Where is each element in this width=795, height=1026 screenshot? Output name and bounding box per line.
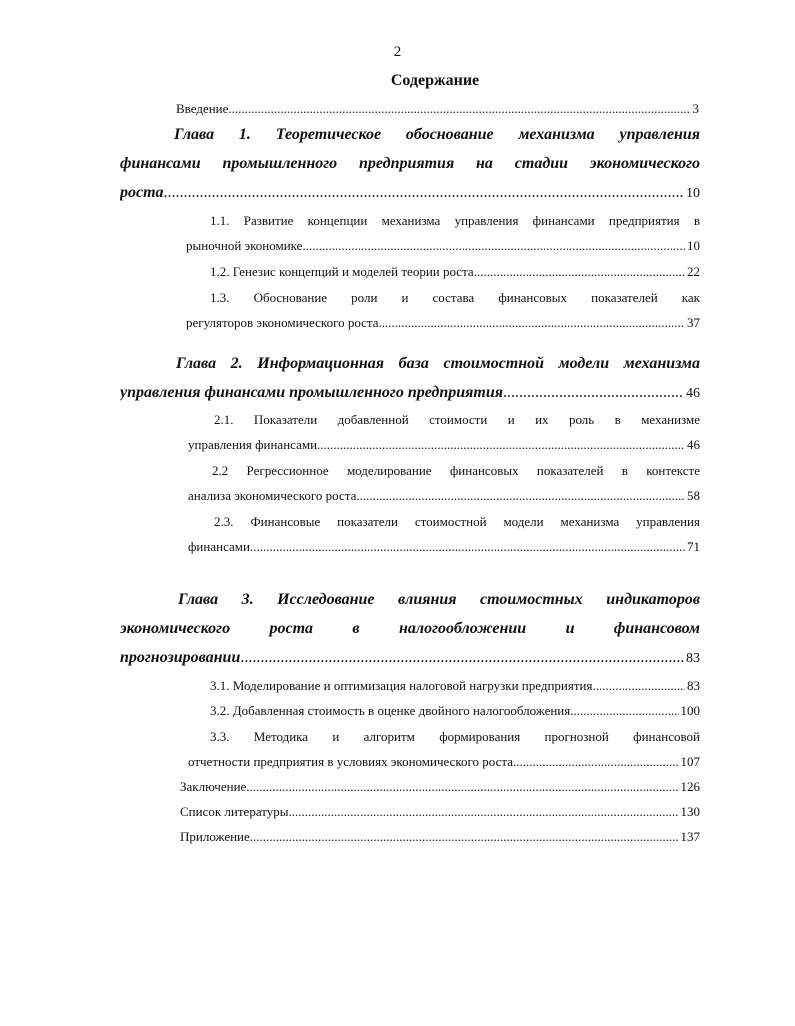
- toc-label: отчетности предприятия в условиях экономического роста: [188, 754, 513, 769]
- toc-label: финансами: [188, 539, 250, 554]
- toc-page: 46: [686, 386, 700, 401]
- toc-label: Список литературы: [180, 804, 289, 819]
- toc-page: 126: [680, 779, 700, 794]
- toc-entry-1-1-line1: 1.1. Развитие концепции механизма управления финансами предприятия в: [210, 213, 700, 228]
- toc-entry-2-3-line1: 2.3. Финансовые показатели стоимостной модели механизма управления: [214, 514, 700, 529]
- toc-entry-2-2-line1: 2.2 Регрессионное моделирование финансовых показателей в контексте: [212, 463, 700, 478]
- chapter-2-heading-line1: Глава 2. Информационная база стоимостной модели механизма: [176, 355, 700, 372]
- toc-label: Введение: [176, 101, 229, 116]
- toc-label: анализа экономического роста: [188, 488, 357, 503]
- toc-page: 10: [687, 238, 700, 253]
- chapter-1-heading-line2: финансами промышленного предприятия на стадии экономического: [120, 155, 700, 172]
- toc-page: 130: [680, 804, 700, 819]
- toc-label: роста: [120, 184, 164, 201]
- toc-label: управления финансами: [188, 437, 318, 452]
- toc-entry-2-2-line2: [188, 488, 700, 504]
- toc-label: 3.2. Добавленная стоимость в оценке двойного налогообложения: [210, 703, 571, 718]
- toc-page: 83: [687, 678, 700, 693]
- toc-page: 58: [687, 488, 700, 503]
- toc-entry-3-3-line2: [188, 754, 700, 770]
- toc-page: 22: [687, 264, 700, 279]
- chapter-2-heading-line2: [120, 384, 700, 402]
- toc-label: прогнозировании: [120, 649, 241, 666]
- toc-page: 3: [692, 101, 699, 116]
- toc-entry-2-1-line1: 2.1. Показатели добавленной стоимости и их роль в механизме: [214, 412, 700, 427]
- toc-page: 71: [687, 539, 700, 554]
- toc-label: Приложение: [180, 829, 250, 844]
- toc-entry-1-1-line2: [186, 238, 700, 254]
- toc-entry-3-1: [210, 678, 700, 694]
- toc-label: регуляторов экономического роста: [186, 315, 379, 330]
- toc-entry-2-1-line2: [188, 437, 700, 453]
- toc-entry-appendix: [180, 829, 700, 845]
- chapter-3-heading-line1: Глава 3. Исследование влияния стоимостных индикаторов: [178, 591, 700, 608]
- toc-page: 37: [687, 315, 700, 330]
- toc-page: 107: [680, 754, 700, 769]
- toc-page: 10: [686, 186, 700, 201]
- toc-entry-1-3-line1: 1.3. Обоснование роли и состава финансовых показателей как: [210, 290, 700, 305]
- toc-entry-3-3-line1: 3.3. Методика и алгоритм формирования прогнозной финансовой: [210, 729, 700, 744]
- chapter-1-heading-line1: Глава 1. Теоретическое обоснование механизма управления: [174, 126, 700, 143]
- toc-page: 83: [686, 651, 700, 666]
- page-title: Содержание: [390, 72, 480, 89]
- toc-page: 46: [687, 437, 700, 452]
- toc-entry-conclusion: [180, 779, 700, 795]
- chapter-3-heading-line2: экономического роста в налогообложении и финансовом: [120, 620, 700, 637]
- toc-page: 100: [680, 703, 700, 718]
- toc-label: рыночной экономике: [186, 238, 303, 253]
- page-number: 2: [393, 44, 402, 60]
- toc-entry-intro: [176, 101, 699, 117]
- toc-entry-references: [180, 804, 700, 820]
- chapter-3-heading-line3: [120, 649, 700, 667]
- toc-label: управления финансами промышленного предприятия: [120, 384, 503, 401]
- toc-label: 3.1. Моделирование и оптимизация налоговой нагрузки предприятия: [210, 678, 593, 693]
- toc-entry-2-3-line2: [188, 539, 700, 555]
- chapter-1-heading-line3: [120, 184, 700, 202]
- toc-entry-3-2: [210, 703, 700, 719]
- toc-label: Заключение: [180, 779, 247, 794]
- toc-label: 1.2. Генезис концепций и моделей теории роста: [210, 264, 474, 279]
- toc-page: 137: [680, 829, 700, 844]
- toc-entry-1-3-line2: [186, 315, 700, 331]
- toc-entry-1-2: [210, 264, 700, 280]
